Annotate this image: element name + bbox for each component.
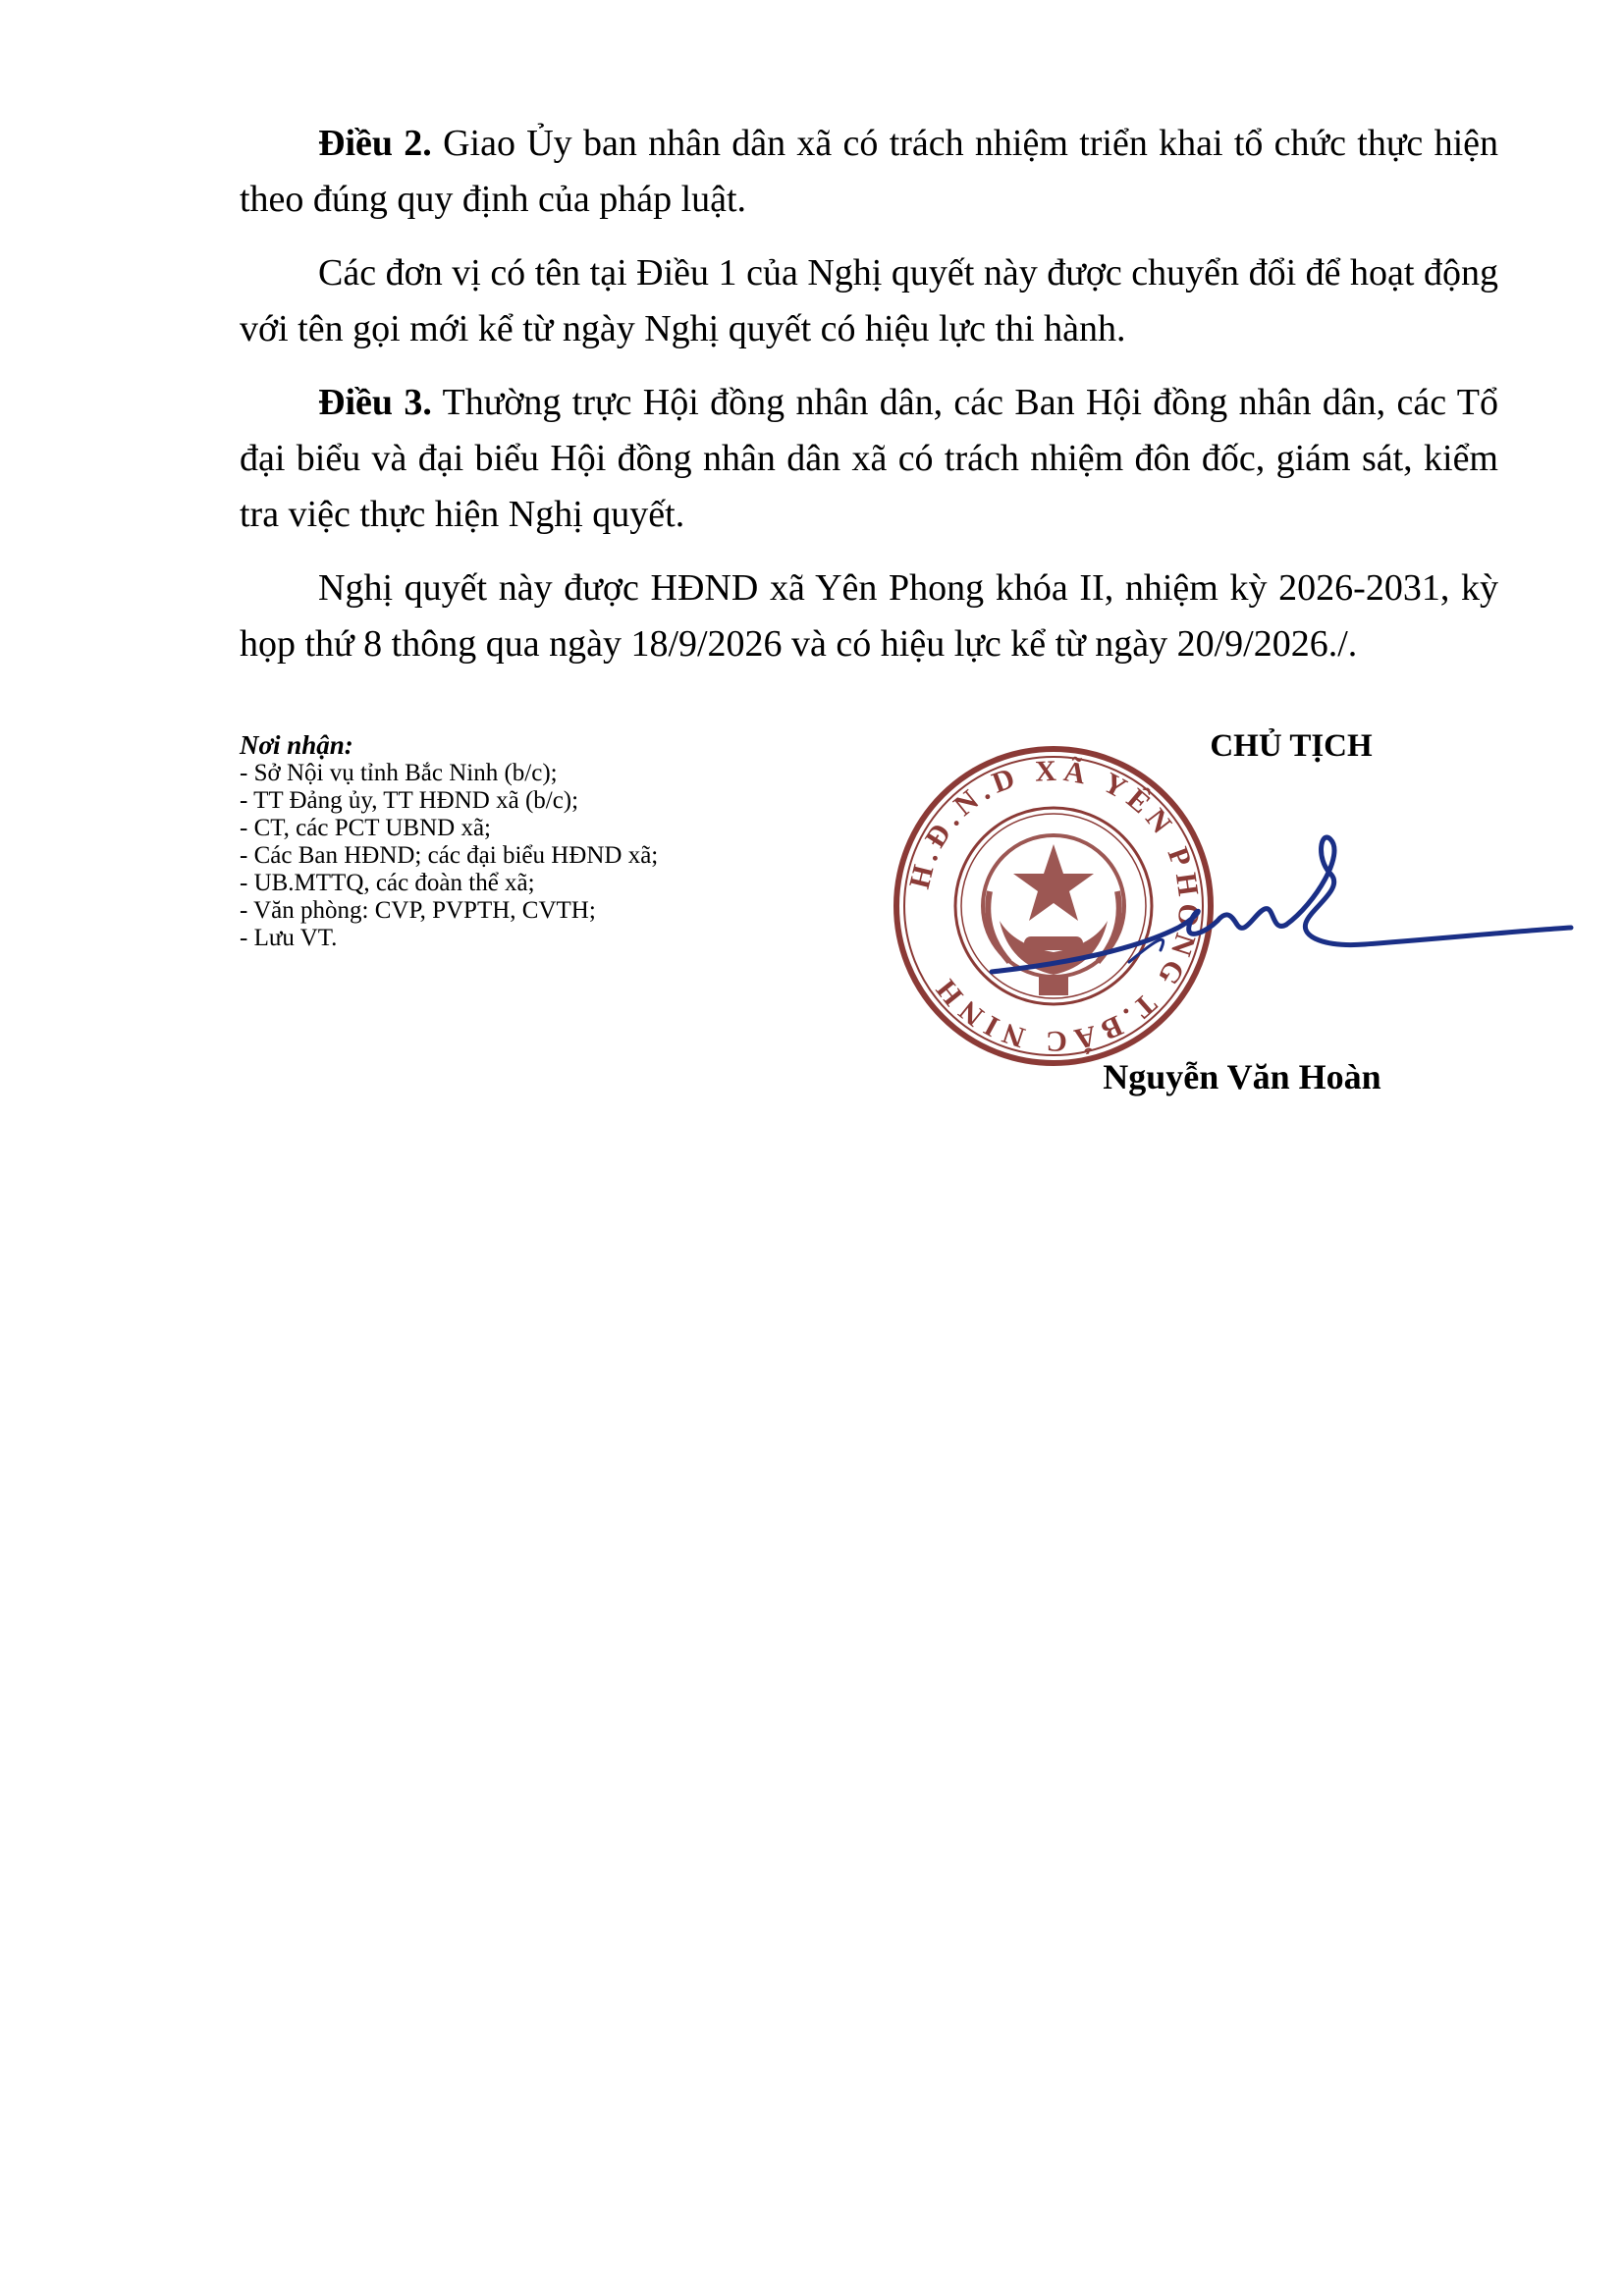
effective-clause — [240, 561, 1498, 672]
recipients-title: Nơi nhận: — [240, 730, 353, 760]
article-2-continuation — [240, 245, 1498, 357]
recipients-block — [240, 730, 848, 952]
recipient-item: - Lưu VT. — [240, 925, 338, 951]
article-2 — [240, 116, 1498, 228]
article-heading: Điều 2. — [318, 123, 432, 164]
recipient-item: - CT, các PCT UBND xã; — [240, 815, 491, 841]
recipient-item: - TT Đảng ủy, TT HĐND xã (b/c); — [240, 787, 579, 814]
article-text: Nghị quyết này được HĐND xã Yên Phong khóa II, nhiệm kỳ 2026-2031, kỳ họp thứ 8 thông qua ngày 18/9/2026 và có hiệu lực kể từ ngày 20/9/2026./. — [240, 567, 1498, 665]
handwritten-signature-icon — [933, 815, 1581, 1021]
article-text: Các đơn vị có tên tại Điều 1 của Nghị quyết này được chuyển đổi để hoạt động với tên gọi mới kể từ ngày Nghị quyết có hiệu lực thi hành. — [240, 252, 1498, 349]
resolution-body — [240, 116, 1498, 690]
article-text: Giao Ủy ban nhân dân xã có trách nhiệm triển khai tổ chức thực hiện theo đúng quy định của pháp luật. — [240, 123, 1498, 220]
article-heading: Điều 3. — [318, 382, 432, 423]
recipient-item: - Các Ban HĐND; các đại biểu HĐND xã; — [240, 842, 659, 869]
signer-title: CHỦ TỊCH — [1210, 728, 1373, 764]
recipient-item: - Văn phòng: CVP, PVPTH, CVTH; — [240, 897, 596, 924]
article-text: Thường trực Hội đồng nhân dân, các Ban Hội đồng nhân dân, các Tổ đại biểu và đại biểu Hội đồng nhân dân xã có trách nhiệm đôn đốc, giám sát, kiểm tra việc thực hiện Nghị quyết. — [240, 382, 1499, 535]
signer-name: Nguyễn Văn Hoàn — [1103, 1057, 1381, 1096]
recipient-item: - Sở Nội vụ tỉnh Bắc Ninh (b/c); — [240, 760, 558, 786]
recipient-item: - UB.MTTQ, các đoàn thể xã; — [240, 870, 535, 896]
article-3 — [240, 375, 1498, 543]
seal-text: H.Đ.N.D XÃ YÊN PHONG T.BẮC NINH — [902, 754, 1206, 1058]
